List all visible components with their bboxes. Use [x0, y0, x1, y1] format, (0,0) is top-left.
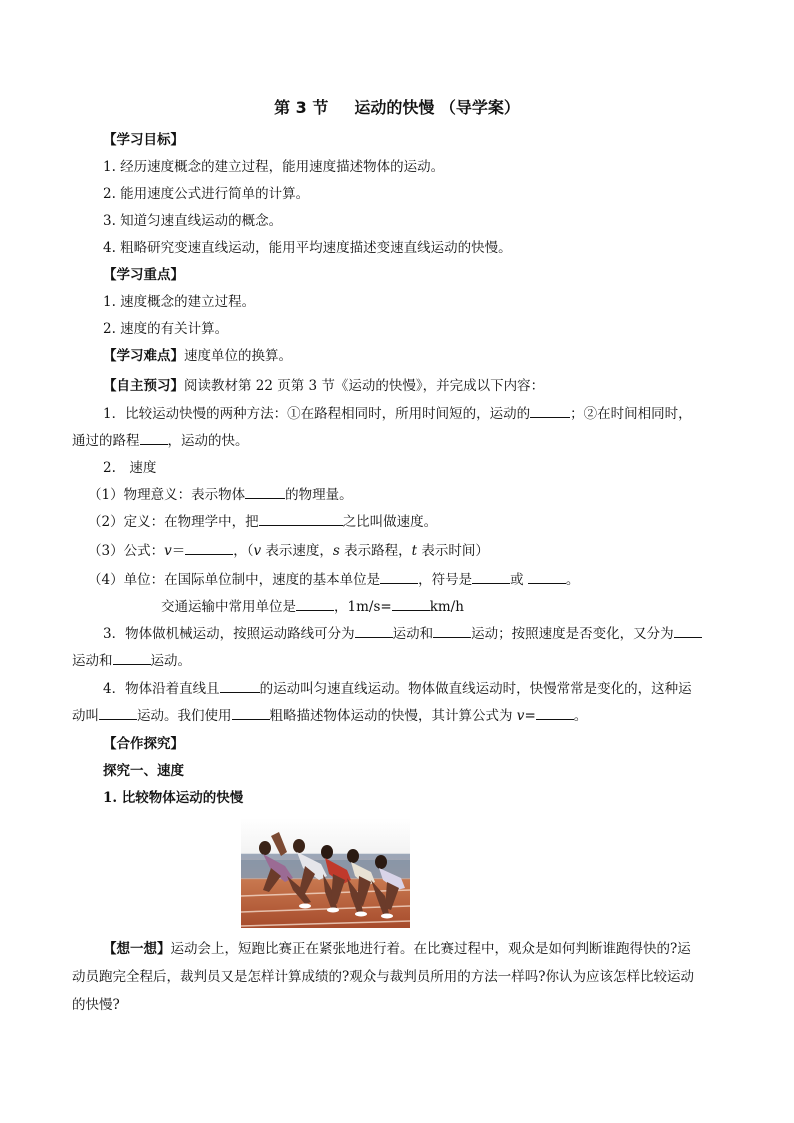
fill-blank[interactable]: [674, 625, 702, 638]
q1-text-d: ，运动的快。: [167, 433, 249, 449]
q1-text-b: ；②在时间相同时，: [570, 406, 692, 422]
q3-text-a: 3．物体做机械运动，按照运动路线可分为: [103, 626, 355, 642]
fill-blank[interactable]: [472, 571, 510, 584]
heading-goals: 【学习目标】: [103, 132, 184, 148]
goal-1: 1. 经历速度概念的建立过程，能用速度描述物体的运动。: [103, 159, 445, 175]
fill-blank[interactable]: [530, 405, 570, 418]
q2-4-text-b: ，符号是: [418, 572, 473, 588]
heading-preview: 【自主预习】: [103, 378, 184, 394]
q2-1-text-b: 的物理量。: [285, 487, 353, 503]
fill-blank[interactable]: [245, 486, 285, 499]
question-3-line-1: [103, 625, 702, 643]
q1-text-c: 通过的路程: [72, 433, 140, 449]
q2-item-5: [161, 598, 464, 616]
q2-item-4: [88, 571, 579, 589]
q2-4-text-d: 。: [565, 572, 580, 588]
q4-text-d: 运动。我们使用: [137, 708, 232, 724]
fill-blank[interactable]: [259, 513, 343, 526]
q2-5-text-b: ，1m/s=: [334, 599, 392, 615]
heading-think: 【想一想】: [103, 941, 171, 957]
question-2-heading: 2. 速度: [103, 460, 157, 476]
sprinters-photo: [241, 818, 410, 928]
key-point-2: 2. 速度的有关计算。: [103, 321, 229, 337]
q2-item-1: [88, 486, 353, 504]
think-line-2: 动员跑完全程后，裁判员又是怎样计算成绩的?观众与裁判员所用的方法一样吗?你认为应该怎样比较运动: [72, 969, 694, 985]
fill-blank[interactable]: [185, 542, 233, 555]
fill-blank[interactable]: [433, 625, 471, 638]
question-4-line-1: [103, 680, 692, 698]
explore-1-subheading: 1. 比较物体运动的快慢: [103, 790, 244, 806]
q2-5-text-c: km/h: [429, 599, 464, 615]
fill-blank[interactable]: [355, 625, 393, 638]
q4-text-c: 动叫: [72, 708, 99, 724]
symbol-t: t: [411, 543, 418, 559]
q2-item-2: [88, 513, 437, 531]
q3-text-e: 运动。: [150, 653, 191, 669]
heading-key-points: 【学习重点】: [103, 267, 184, 283]
think-text-a: 运动会上，短跑比赛正在紧张地进行着。在比赛过程中，观众是如何判断谁跑得快的?运: [170, 941, 691, 957]
symbol-v: v: [516, 708, 525, 724]
key-point-1: 1. 速度概念的建立过程。: [103, 294, 256, 310]
question-3-line-2: [72, 652, 191, 670]
fill-blank[interactable]: [380, 571, 418, 584]
q4-text-b: 的运动叫匀速直线运动。物体做直线运动时，快慢常常是变化的，这种运: [259, 681, 692, 697]
q2-4-text-a: （4）单位：在国际单位制中，速度的基本单位是: [88, 572, 381, 588]
fill-blank[interactable]: [220, 680, 260, 693]
q2-3-label: （3）公式：: [88, 543, 165, 559]
heading-difficulty: 【学习难点】: [103, 348, 184, 364]
question-1-line-1: [103, 405, 692, 423]
q3-text-c: 运动；按照速度是否变化，又分为: [471, 626, 674, 642]
q1-text-a: 1．比较运动快慢的两种方法：①在路程相同时，所用时间短的，运动的: [103, 406, 531, 422]
q3-text-d: 运动和: [72, 653, 113, 669]
q4-text-h: 。: [573, 708, 588, 724]
difficulty-text: 速度单位的换算。: [184, 348, 292, 364]
equals-sign: =: [524, 708, 536, 724]
goal-3: 3. 知道匀速直线运动的概念。: [103, 213, 283, 229]
q4-text-a: 4．物体沿着直线且: [103, 681, 220, 697]
explore-1-heading: 探究一、速度: [103, 763, 184, 779]
difficulty-line: [103, 347, 292, 365]
question-4-line-2: [72, 707, 587, 725]
q2-item-3: [88, 542, 489, 560]
symbol-v: v: [253, 543, 262, 559]
fill-blank[interactable]: [528, 571, 566, 584]
title-text: 运动的快慢 （导学案）: [354, 98, 520, 117]
preview-line: [103, 377, 544, 395]
q3-text-b: 运动和: [392, 626, 434, 642]
fill-blank[interactable]: [232, 707, 270, 720]
question-1-line-2: [72, 432, 249, 450]
equals-sign: ＝: [171, 543, 186, 559]
page-title: [0, 95, 794, 118]
think-line-3: 的快慢?: [72, 997, 120, 1013]
fill-blank[interactable]: [113, 652, 151, 665]
fill-blank[interactable]: [296, 598, 334, 611]
symbol-s: s: [332, 543, 340, 559]
q2-3-paren: ，（: [233, 543, 254, 559]
q2-3-text: 表示路程，: [339, 543, 412, 559]
q2-2-text-b: 之比叫做速度。: [342, 514, 438, 530]
q2-3-text: 表示速度，: [261, 543, 333, 559]
fill-blank[interactable]: [99, 707, 137, 720]
q2-3-text: 表示时间）: [417, 543, 489, 559]
heading-cooperation: 【合作探究】: [103, 736, 184, 752]
fill-blank[interactable]: [392, 598, 430, 611]
goal-4: 4. 粗略研究变速直线运动，能用平均速度描述变速直线运动的快慢。: [103, 240, 512, 256]
symbol-v: v: [164, 543, 172, 559]
q2-1-text-a: （1）物理意义：表示物体: [88, 487, 246, 503]
title-section-number: 第 3 节: [274, 98, 329, 117]
q4-text-e: 粗略描述物体运动的快慢，其计算公式为: [269, 708, 517, 724]
goal-2: 2. 能用速度公式进行简单的计算。: [103, 186, 310, 202]
think-line-1: [103, 940, 691, 958]
q2-2-text-a: （2）定义：在物理学中，把: [88, 514, 259, 530]
fill-blank[interactable]: [536, 707, 574, 720]
preview-text: 阅读教材第 22 页第 3 节《运动的快慢》，并完成以下内容：: [184, 378, 545, 394]
q2-5-text-a: 交通运输中常用单位是: [161, 599, 296, 615]
q2-4-text-c: 或: [510, 572, 528, 588]
fill-blank[interactable]: [140, 432, 168, 445]
